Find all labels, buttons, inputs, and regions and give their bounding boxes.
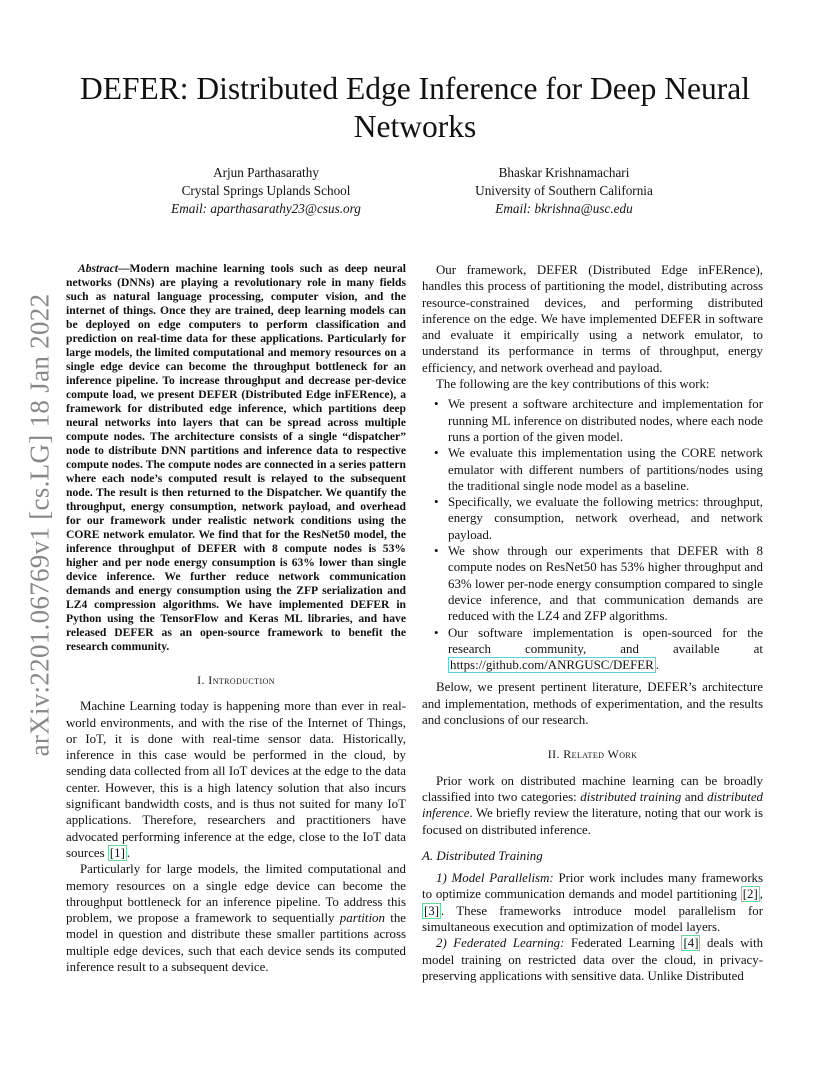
outline-paragraph: Below, we present pertinent literature, DEFER’s architecture and implementation, methods of experimentation, and the results and conclusions of our research.: [422, 680, 763, 728]
paragraph-text: the model in question and distribute these smaller partitions across multiple edge devices, such that each device sends its computed inference result to a subsequent device.: [66, 911, 406, 975]
paragraph-text: Machine Learning today is happening more than ever in real-world environments, and with the rise of the Internet of Things, or IoT, it is done with real-time sensor data. Historically, inference in this case would be performed in the cloud, by sending data collected from all IoT devices at the edge to the data center. However, this is a high latency solution that also incurs significant bandwidth costs, and is thus not suited for many IoT applications. Therefore, researchers and practitioners have advocated performing inference at the edge, close to the IoT data sources: [66, 699, 406, 860]
paragraph-text: .: [126, 845, 131, 860]
citation-link[interactable]: [4]: [683, 936, 699, 951]
arxiv-identifier: arXiv:2201.06769v1 [cs.LG] 18 Jan 2022: [24, 293, 55, 757]
abstract: [66, 262, 406, 654]
github-link[interactable]: https://github.com/ANRGUSC/DEFER: [450, 658, 654, 673]
list-item-text: Specifically, we evaluate the following metrics: throughput, energy consumption, network overhead, and network payload.: [448, 495, 763, 542]
left-column: [66, 262, 406, 975]
emphasis-text: distributed inference: [422, 789, 763, 821]
author-email: Email: bkrishna@usc.edu: [495, 201, 633, 216]
paragraph-text: Federated Learning: [564, 936, 682, 951]
abstract-text: —Modern machine learning tools such as deep neural networks (DNNs) are playing a revolutionary role in many fields such as natural language processing, computer vision, and the internet of things. Once they are trained, deep learning models can be deployed on edge computers to perform classification and prediction on real-time data for these applications. Particularly for large models, the limited computational and memory resources on a single edge device can become the throughput bottleneck for an inference pipeline. To increase throughput and decrease per-device compute load, we present DEFER (Distributed Edge inFERence), a framework for distributed edge inference, which partitions deep neural networks into layers that can be spread across multiple compute nodes. The architecture consists of a single “dispatcher” node to distribute DNN partitions and inference data to respective compute nodes. The compute nodes are connected in a series pattern where each node’s computed result is relayed to the subsequent node. The result is then returned to the Dispatcher. We quantify the throughput, energy consumption, network payload, and overhead for our framework under realistic network conditions using the CORE network emulator. We find that for the ResNet50 model, the inference throughput of DEFER with 8 compute nodes is 53% higher and per node energy consumption is 63% lower than single device inference. We further reduce network communication demands and energy consumption using the ZFP serialization and LZ4 compression algorithms. We have implemented DEFER in Python using the TensorFlow and Keras ML libraries, and have released DEFER as an open-source framework to benefit the research community.: [66, 262, 406, 653]
author-block-1: [126, 164, 406, 218]
paragraph-text: . We briefly review the literature, noting that our work is focused on distributed inference.: [422, 806, 763, 837]
paragraph-heading: 1) Model Parallelism:: [436, 871, 554, 886]
paragraph-text: . These frameworks introduce model parallelism for simultaneous execution and optimization of model layers.: [422, 903, 763, 934]
paragraph-text: ,: [759, 887, 763, 902]
bullet-icon: •: [434, 625, 439, 640]
list-item: [422, 543, 763, 624]
list-item-text: We show through our experiments that DEFER with 8 compute nodes on ResNet50 has 53% higher throughput and 63% lower per-node energy consumption compared to single device inference, and that communication demands are reduced with the LZ4 and ZFP algorithms.: [448, 544, 763, 624]
abstract-label: Abstract: [78, 262, 118, 275]
author-email: Email: aparthasarathy23@csus.org: [171, 201, 361, 216]
author-block-2: [424, 164, 704, 218]
list-item-text: We present a software architecture and implementation for running ML inference on distributed nodes, where each node runs a portion of the given model.: [448, 397, 763, 444]
paragraph-text: and: [681, 789, 708, 804]
intro-paragraph-2: [66, 861, 406, 975]
paragraph-text: Prior work on distributed machine learning can be broadly classified into two categories:: [422, 773, 763, 804]
paragraph-text: deals with model training on restricted data over the cloud, in privacy-preserving applications with sensitive data. Unlike Distributed: [422, 936, 764, 983]
paragraph-text: Particularly for large models, the limited computational and memory resources on a single edge device can become the throughput bottleneck for an inference pipeline. To address this problem, we propose a framework to sequentially: [66, 862, 406, 926]
citation-link[interactable]: [1]: [109, 845, 125, 860]
author-affiliation: Crystal Springs Uplands School: [181, 183, 351, 198]
paragraph-heading: 2) Federated Learning:: [436, 936, 565, 951]
list-item: [422, 445, 763, 494]
emphasis-text: distributed training: [580, 789, 682, 804]
bullet-icon: •: [434, 544, 439, 559]
author-name: Arjun Parthasarathy: [213, 165, 319, 180]
paragraph-text: Prior work includes many frameworks to optimize communication demands and model partitioning: [422, 871, 763, 902]
list-item: [422, 625, 763, 674]
section-heading-related-work: II. Related Work: [547, 747, 638, 762]
list-item-text: Our software implementation is open-sourced for the research community, and available at: [448, 625, 763, 656]
citation-link[interactable]: [3]: [424, 903, 440, 918]
section-heading-introduction: I. Introduction: [197, 673, 275, 687]
list-item-text: .: [655, 658, 659, 673]
bullet-icon: •: [434, 446, 439, 461]
author-name: Bhaskar Krishnamachari: [498, 165, 630, 180]
model-parallelism-paragraph: [422, 870, 763, 935]
related-work-paragraph: [422, 773, 763, 838]
subsection-heading-distributed-training: A. Distributed Training: [422, 848, 543, 863]
list-item: [422, 494, 763, 543]
list-item: [422, 396, 763, 445]
bullet-icon: •: [434, 495, 439, 510]
federated-learning-paragraph: [422, 935, 763, 984]
list-item-text: We evaluate this implementation using the CORE network emulator with different numbers of partitions/nodes using the traditional single node model as a baseline.: [448, 446, 763, 493]
emphasis-text: partition: [339, 911, 385, 926]
intro-paragraph-1: [66, 698, 406, 861]
paper-title: DEFER: Distributed Edge Inference for Deep Neural Networks: [80, 71, 751, 144]
framework-paragraph: Our framework, DEFER (Distributed Edge inFERence), handles this process of partitioning the model, distributing across resource-constrained devices, and performing distributed inference on the edge. We have implemented DEFER in software and evaluate it empirically using a network emulator, to understand its performance in terms of throughput, energy efficiency, and network overhead and payload.: [422, 263, 763, 375]
contributions-list: [422, 396, 763, 673]
contributions-intro: The following are the key contributions of this work:: [436, 377, 710, 392]
citation-link[interactable]: [2]: [742, 887, 758, 902]
author-affiliation: University of Southern California: [475, 183, 653, 198]
bullet-icon: •: [434, 397, 439, 412]
right-column: [422, 262, 763, 984]
